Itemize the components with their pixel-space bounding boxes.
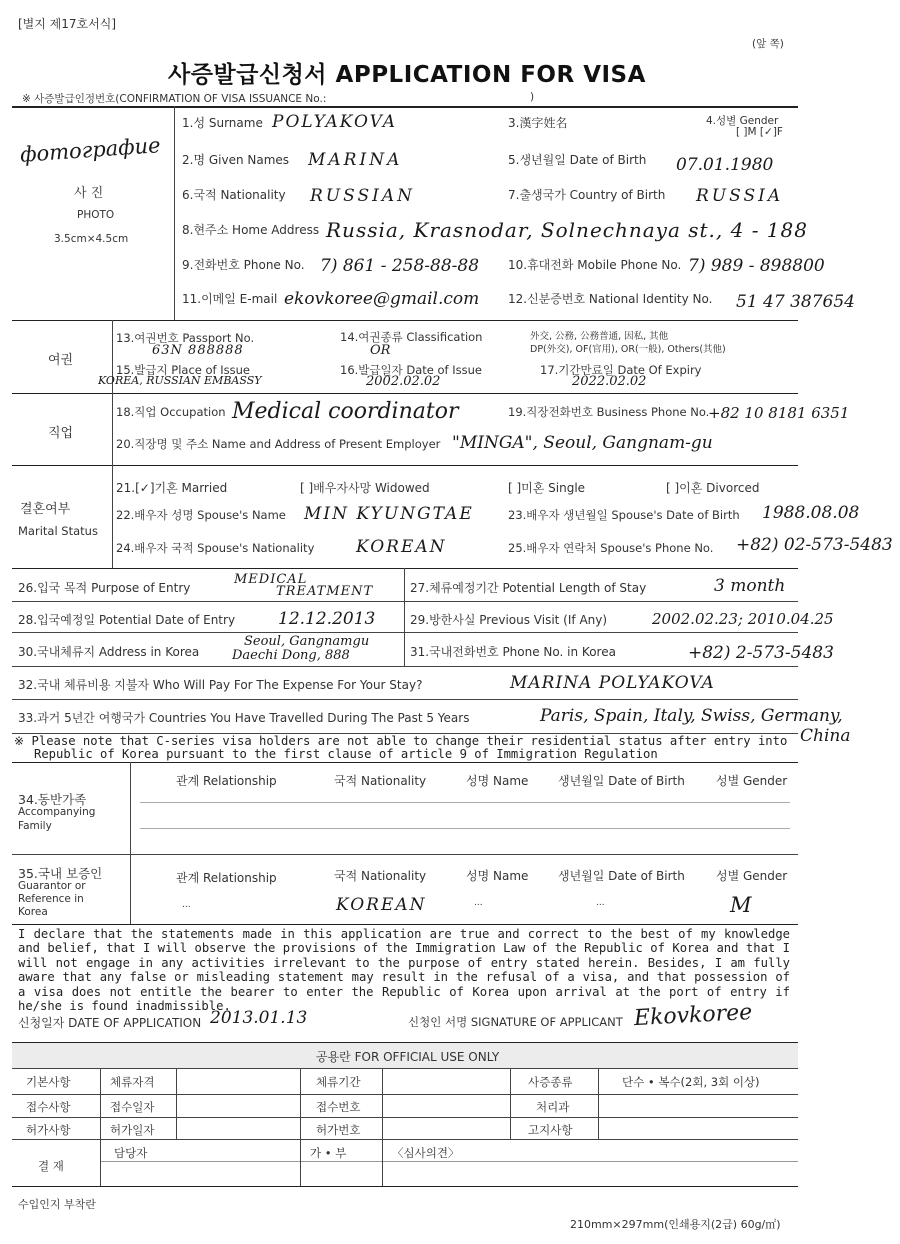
guarantor-header-name: 성명 Name — [466, 869, 529, 883]
guarantor-header-dob: 생년월일 Date of Birth — [558, 869, 685, 883]
guarantor-label-1: 35.국내 보증인 — [18, 866, 103, 881]
official-r1c3: 체류기간 — [316, 1075, 361, 1089]
stay-label: 27.체류예정기간 Potential Length of Stay — [410, 581, 647, 595]
home-address-label: 8.현주소 Home Address — [182, 223, 320, 237]
korea-phone-label: 31.국내전화번호 Phone No. in Korea — [410, 645, 616, 659]
official-r2c2: 접수일자 — [110, 1100, 155, 1114]
payer-value: MARINA POLYAKOVA — [510, 673, 715, 693]
official-r1c1: 기본사항 — [26, 1075, 71, 1089]
official-r4c1: 결 재 — [38, 1159, 64, 1173]
guarantor-header-nationality: 국적 Nationality — [334, 869, 427, 883]
mobile-label: 10.휴대전화 Mobile Phone No. — [508, 258, 682, 272]
official-r4c4: 〈심사의견〉 — [392, 1146, 460, 1160]
guarantor-label-2: Guarantor or — [18, 880, 86, 892]
official-r3c1: 허가사항 — [26, 1123, 71, 1137]
business-phone-value: +82 10 8181 6351 — [708, 404, 850, 422]
passport-class-label: 14.여권종류 Classification — [340, 330, 483, 344]
passport-no-label: 13.여권번호 Passport No. — [116, 331, 255, 345]
spouse-phone-value: +82) 02-573-5483 — [736, 535, 893, 555]
official-r1c5: 단수 • 복수(2회, 3회 이상) — [622, 1075, 760, 1089]
guarantor-header-relationship: 관계 Relationship — [176, 871, 277, 885]
divorced-checkbox[interactable]: [ ]이혼 Divorced — [666, 481, 760, 495]
form-title: 사증발급신청서 APPLICATION FOR VISA — [168, 62, 646, 88]
spouse-dob-value: 1988.08.08 — [762, 503, 860, 523]
phone-value: 7) 861 - 258-88-88 — [320, 256, 480, 276]
passport-no-value: 63N 888888 — [152, 343, 244, 358]
official-r3c4: 고지사항 — [528, 1123, 573, 1137]
date-of-issue-value: 2002.02.02 — [366, 374, 441, 389]
purpose-value-1: MEDICAL — [234, 572, 308, 587]
accompany-header-relationship: 관계 Relationship — [176, 774, 277, 788]
notice-line-2: Republic of Korea pursuant to the first clause of article 9 of Immigration Regulation — [34, 747, 658, 761]
date-of-expiry-value: 2022.02.02 — [572, 374, 647, 389]
national-id-value: 51 47 387654 — [736, 292, 855, 312]
gender-options: [ ]M [✓]F — [736, 126, 783, 138]
previous-visit-value: 2002.02.23; 2010.04.25 — [652, 610, 834, 628]
korea-phone-value: +82) 2-573-5483 — [688, 643, 834, 663]
business-phone-label: 19.직장전화번호 Business Phone No. — [508, 405, 710, 419]
countries-label: 33.과거 5년간 여행국가 Countries You Have Travelled During The Past 5 Years — [18, 711, 470, 725]
photo-label-kr: 사 진 — [74, 186, 104, 201]
country-of-birth-value: RUSSIA — [696, 186, 784, 206]
payer-label: 32.국내 체류비용 지불자 Who Will Pay For The Expense For Your Stay? — [18, 678, 423, 692]
guarantor-name-value: ... — [474, 898, 483, 908]
purpose-value-2: TREATMENT — [276, 584, 374, 599]
given-names-label: 2.명 Given Names — [182, 153, 290, 167]
entry-date-value: 12.12.2013 — [278, 609, 376, 629]
guarantor-dob-value: ... — [596, 898, 605, 908]
official-r4c3: 가 • 부 — [310, 1146, 347, 1160]
purpose-label: 26.입국 목적 Purpose of Entry — [18, 581, 191, 595]
given-names-value: MARINA — [308, 150, 403, 170]
spouse-nationality-label: 24.배우자 국적 Spouse's Nationality — [116, 541, 315, 555]
email-value: ekovkoree@gmail.com — [284, 289, 480, 309]
official-r1c4: 사증종류 — [528, 1075, 573, 1089]
spouse-phone-label: 25.배우자 연락처 Spouse's Phone No. — [508, 541, 714, 555]
application-date-value: 2013.01.13 — [210, 1008, 308, 1028]
marital-section-label-en: Marital Status — [18, 524, 98, 538]
official-r3c2: 허가일자 — [110, 1123, 155, 1137]
national-id-label: 12.신분증번호 National Identity No. — [508, 292, 713, 306]
gender-label: 4.성별 Gender — [706, 115, 779, 127]
applicant-signature: Ekovkoree — [633, 999, 753, 1032]
paper-spec: 210mm×297mm(인쇄용지(2급) 60g/㎡) — [570, 1218, 781, 1231]
official-r2c1: 접수사항 — [26, 1100, 71, 1114]
spouse-name-value: MIN KYUNGTAE — [304, 504, 474, 524]
nationality-value: RUSSIAN — [310, 186, 415, 206]
accompany-header-nationality: 국적 Nationality — [334, 774, 427, 788]
accompany-header-gender: 성별 Gender — [716, 774, 788, 788]
official-r1c2: 체류자격 — [110, 1075, 155, 1089]
employer-label: 20.직장명 및 주소 Name and Address of Present Employer — [116, 437, 441, 451]
widowed-checkbox[interactable]: [ ]배우자사망 Widowed — [300, 481, 430, 495]
previous-visit-label: 29.방한사실 Previous Visit (If Any) — [410, 613, 608, 627]
countries-value-2: China — [800, 726, 851, 746]
occupation-value: Medical coordinator — [232, 399, 459, 424]
country-of-birth-label: 7.출생국가 Country of Birth — [508, 188, 666, 202]
surname-value: POLYAKOVA — [272, 112, 398, 132]
employer-value: "MINGA", Seoul, Gangnam-gu — [452, 433, 713, 453]
passport-section-label: 여권 — [48, 353, 74, 368]
official-r2c3: 접수번호 — [316, 1100, 361, 1114]
official-r2c4: 처리과 — [536, 1100, 570, 1114]
spouse-dob-label: 23.배우자 생년월일 Spouse's Date of Birth — [508, 508, 740, 522]
application-date-label: 신청일자 DATE OF APPLICATION — [18, 1016, 202, 1030]
passport-class-options-2: DP(外交), OF(官用), OR(一般), Others(其他) — [530, 344, 726, 355]
notice-line-1: ※ Please note that C-series visa holders are not able to change their residential status after entry into — [14, 734, 788, 748]
revenue-stamp-area: 수입인지 부착란 — [18, 1198, 96, 1211]
place-of-issue-label: 15.발급지 Place of Issue — [116, 363, 250, 377]
official-r3c3: 허가번호 — [316, 1123, 361, 1137]
passport-class-value: OR — [370, 343, 391, 358]
address-korea-label: 30.국내체류지 Address in Korea — [18, 645, 200, 659]
marital-section-label-kr: 결혼여부 — [20, 502, 71, 517]
dob-value: 07.01.1980 — [676, 155, 774, 175]
single-checkbox[interactable]: [ ]미혼 Single — [508, 481, 586, 495]
surname-label: 1.성 Surname — [182, 116, 263, 130]
spouse-name-label: 22.배우자 성명 Spouse's Name — [116, 508, 286, 522]
official-use-header: 공용란 FOR OFFICIAL USE ONLY — [316, 1050, 500, 1064]
declaration-text: I declare that the statements made in this application are true and correct to the best of my knowledge and belief, that I will observe the provisions of the Immigration Law of the Republic of Korea and that I will not engage in any activities irrelevant to the purpose of entry stated herein. Besides, I am fully aware that any false or misleading statement may result in the refusal of a visa, and that possession of a visa does not entitle the bearer to enter the Republic of Korea upon arrival at the port of entry if he/she is found inadmissible. — [18, 927, 790, 1014]
dob-label: 5.생년월일 Date of Birth — [508, 153, 647, 167]
nationality-label: 6.국적 Nationality — [182, 188, 286, 202]
signature-label: 신청인 서명 SIGNATURE OF APPLICANT — [408, 1015, 623, 1029]
official-r4c2: 담당자 — [114, 1146, 148, 1160]
guarantor-label-3: Reference in — [18, 893, 84, 905]
passport-class-options-1: 外交, 公務, 公務普通, 因私, 其他 — [530, 331, 669, 342]
accompany-label-1: 34.동반가족 — [18, 792, 87, 807]
entry-date-label: 28.입국예정일 Potential Date of Entry — [18, 613, 236, 627]
guarantor-header-gender: 성별 Gender — [716, 869, 788, 883]
guarantor-relationship-value: ... — [182, 900, 191, 910]
guarantor-label-4: Korea — [18, 906, 48, 918]
married-checkbox[interactable]: 21.[✓]기혼 Married — [116, 481, 228, 495]
hanja-label: 3.漢字姓名 — [508, 116, 568, 130]
address-korea-value-1: Seoul, Gangnamgu — [244, 634, 370, 649]
address-korea-value-2: Daechi Dong, 888 — [232, 648, 350, 663]
date-of-issue-label: 16.발급일자 Date of Issue — [340, 363, 483, 377]
accompany-header-name: 성명 Name — [466, 774, 529, 788]
occupation-label: 18.직업 Occupation — [116, 405, 226, 419]
home-address-value: Russia, Krasnodar, Solnechnaya st., 4 - 188 — [326, 218, 808, 242]
stay-value: 3 month — [714, 576, 786, 596]
front-page-mark: (앞 쪽) — [752, 38, 784, 50]
guarantor-nationality-value: KOREAN — [336, 895, 427, 915]
accompany-header-dob: 생년월일 Date of Birth — [558, 774, 685, 788]
accompany-label-2: Accompanying — [18, 806, 96, 818]
job-section-label: 직업 — [48, 426, 74, 441]
date-of-expiry-label: 17.기간만료일 Date Of Expiry — [540, 363, 702, 377]
countries-value: Paris, Spain, Italy, Swiss, Germany, — [540, 706, 843, 726]
form-number: [별지 제17호서식] — [18, 17, 116, 31]
guarantor-gender-value: M — [730, 893, 752, 917]
confirmation-close: ) — [530, 91, 535, 103]
photo-label-en: PHOTO — [77, 209, 115, 221]
accompany-label-3: Family — [18, 820, 52, 832]
confirmation-number-label: ※ 사증발급인정번호(CONFIRMATION OF VISA ISSUANCE No.: — [22, 93, 327, 105]
mobile-value: 7) 989 - 898800 — [688, 256, 825, 276]
place-of-issue-value: KOREA, RUSSIAN EMBASSY — [98, 374, 262, 387]
spouse-nationality-value: KOREAN — [356, 537, 447, 557]
photo-handwritten-note: фотографие — [19, 133, 162, 167]
photo-size: 3.5cm×4.5cm — [54, 233, 129, 245]
email-label: 11.이메일 E-mail — [182, 292, 278, 306]
phone-label: 9.전화번호 Phone No. — [182, 258, 305, 272]
